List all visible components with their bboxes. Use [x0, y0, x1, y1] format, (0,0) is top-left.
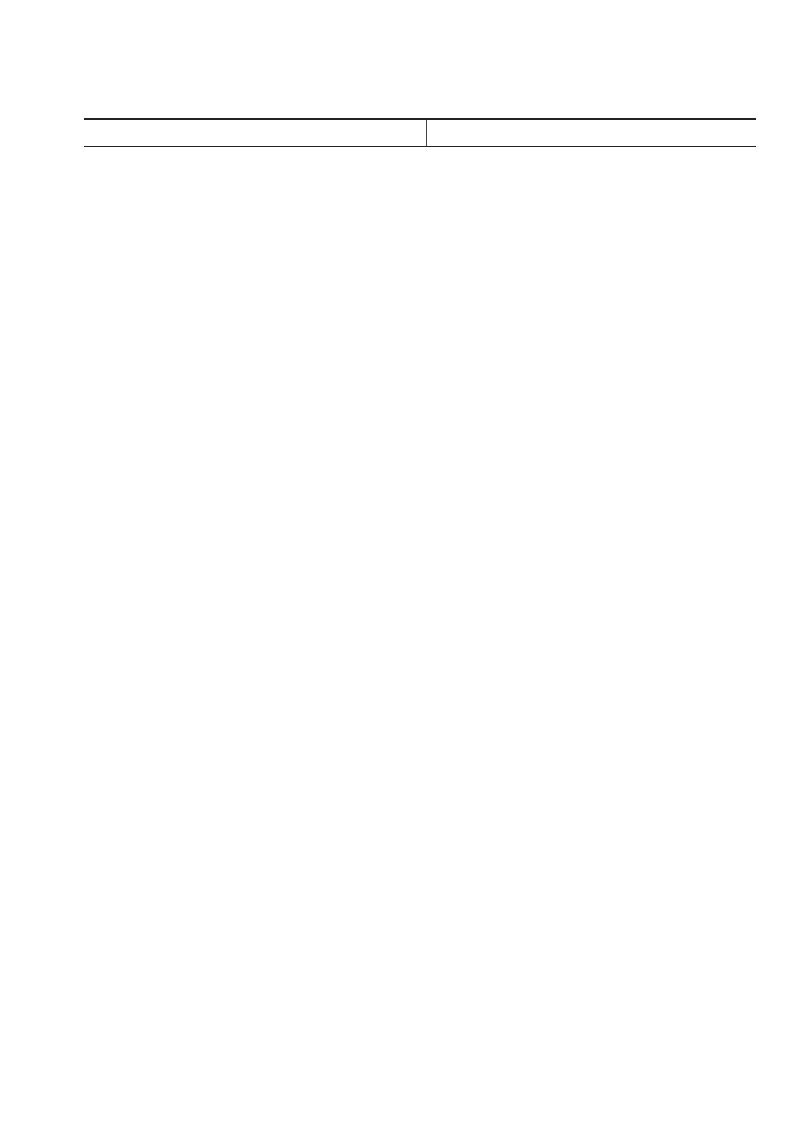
header-item [84, 119, 426, 147]
technical-requirements-table [84, 118, 756, 147]
header-value [426, 119, 756, 147]
table-header-row [84, 119, 756, 147]
